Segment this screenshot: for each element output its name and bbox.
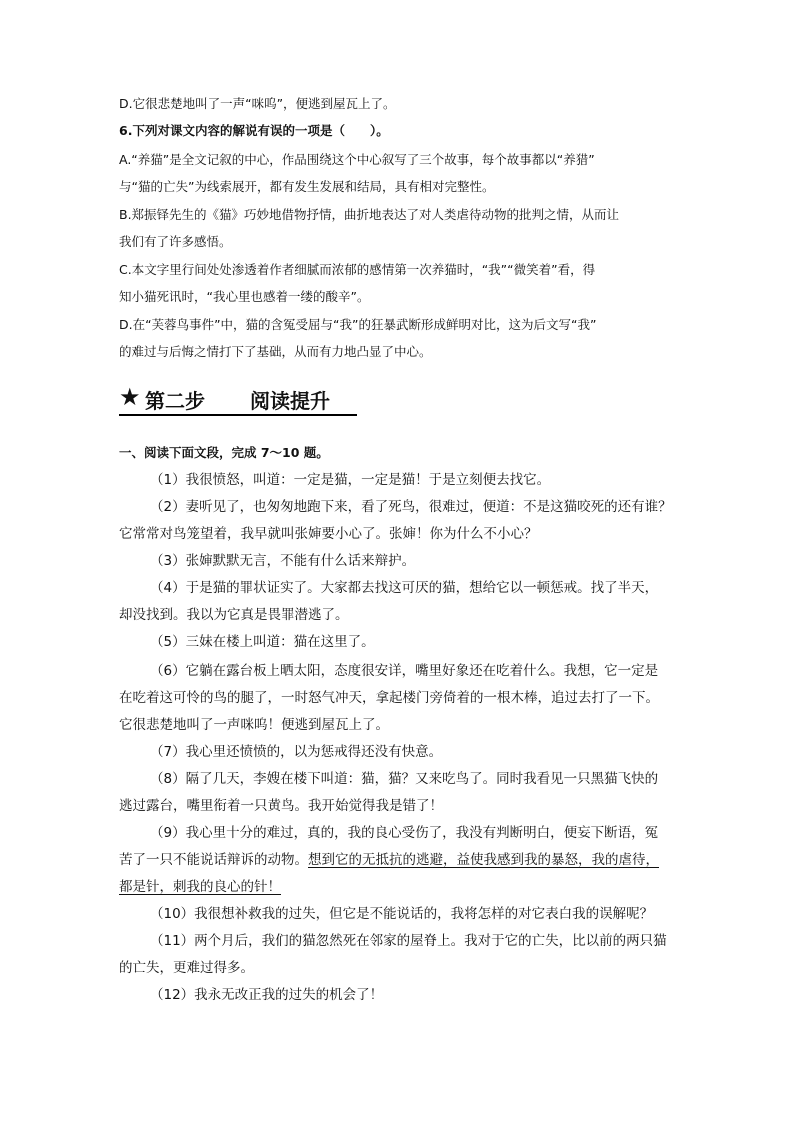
paragraph-6-line2: 在吃着这可怜的鸟的腿了，一时怒气冲天，拿起楼门旁倚着的一根木棒，追过去打了一下。 [119, 690, 659, 706]
paragraph-2-line1: （2）妻听见了，也匆匆地跑下来，看了死鸟，很难过，便道：不是这猫咬死的还有谁？ [150, 499, 672, 515]
q6-option-a-line1: A.“养猫”是全文记叙的中心，作品围绕这个中心叙写了三个故事，每个故事都以“养猎” [119, 152, 595, 167]
q6-option-b-line1: B.郑振铎先生的《猫》巧妙地借物抒情，曲折地表达了对人类虐待动物的批判之情，从而让 [119, 207, 620, 222]
q6-option-d-line2: 的难过与后悔之情打下了基础，从而有力地凸显了中心。 [119, 344, 432, 359]
paragraph-11-line2: 的亡失，更难过得多。 [119, 960, 254, 976]
paragraph-12: （12）我永无改正我的过失的机会了！ [150, 987, 384, 1003]
q6-option-c-line1: C.本文字里行间处处渗透着作者细腻而浓郁的感情第一次养猫时，“我”“微笑着”看，得 [119, 262, 596, 277]
paragraph-6-line3: 它很悲楚地叫了一声咪呜！便逃到屋瓦上了。 [119, 717, 389, 733]
paragraph-9-line1: （9）我心里十分的难过，真的，我的良心受伤了，我没有判断明白，便妄下断语，冤 [150, 825, 659, 841]
section-title: 阅读提升 [250, 389, 330, 413]
paragraph-7: （7）我心里还愤愤的，以为惩戒得还没有快意。 [150, 744, 443, 760]
paragraph-9-line2 [119, 850, 659, 870]
paragraph-4-line2: 却没找到。我以为它真是畏罪潜逃了。 [119, 607, 349, 623]
section-step-label: 第二步 [145, 389, 205, 413]
paragraph-9-text: 苦了一只不能说话辩诉的动物。 [119, 852, 308, 868]
paragraph-9-line3-underlined: 都是针，刺我的良心的针！ [119, 879, 281, 895]
paragraph-2-line2: 它常常对鸟笼望着，我早就叫张婶要小心了。张婶！你为什么不小心？ [119, 526, 538, 542]
reading-heading: 一、阅读下面文段，完成 7～10 题。 [119, 445, 329, 460]
q6-stem: 6.下列对课文内容的解说有误的一项是（ ）。 [119, 123, 389, 138]
underlined-sentence: 想到它的无抵抗的逃避，益使我感到我的暴怒，我的虐待， [308, 852, 659, 868]
q6-option-c-line2: 知小猫死讯时，“我心里也感着一缕的酸辛”。 [119, 289, 370, 304]
paragraph-3: （3）张婶默默无言，不能有什么话来辩护。 [150, 553, 416, 569]
star-icon: ★ [119, 383, 141, 411]
paragraph-4-line1: （4）于是猫的罪状证实了。大家都去找这可厌的猫，想给它以一顿惩戒。找了半天， [150, 580, 659, 596]
paragraph-5: （5）三妹在楼上叫道：猫在这里了。 [150, 634, 375, 650]
paragraph-6-line1: （6）它躺在露台板上晒太阳，态度很安详，嘴里好象还在吃着什么。我想，它一定是 [150, 663, 659, 679]
q5-option-d: D.它很悲楚地叫了一声“咪呜”，便逃到屋瓦上了。 [119, 96, 396, 111]
paragraph-10: （10）我很想补救我的过失，但它是不能说话的，我将怎样的对它表白我的误解呢？ [150, 906, 654, 922]
paragraph-11-line1: （11）两个月后，我们的猫忽然死在邻家的屋脊上。我对于它的亡失，比以前的两只猫 [150, 933, 667, 949]
paragraph-8-line1: （8）隔了几天，李嫂在楼下叫道：猫，猫？又来吃鸟了。同时我看见一只黑猫飞快的 [150, 771, 659, 787]
section-heading [119, 384, 357, 416]
q6-option-d-line1: D.在“芙蓉鸟事件”中，猫的含冤受屈与“我”的狂暴武断形成鲜明对比，这为后文写“我” [119, 317, 597, 332]
q6-option-a-line2: 与“猫的亡失”为线索展开，都有发生发展和结局，具有相对完整性。 [119, 179, 495, 194]
paragraph-8-line2: 逃过露台，嘴里衔着一只黄鸟。我开始觉得我是错了！ [119, 798, 443, 814]
paragraph-1: （1）我很愤怒，叫道：一定是猫，一定是猫！于是立刻便去找它。 [150, 472, 551, 488]
q6-option-b-line2: 我们有了许多感悟。 [119, 234, 232, 249]
